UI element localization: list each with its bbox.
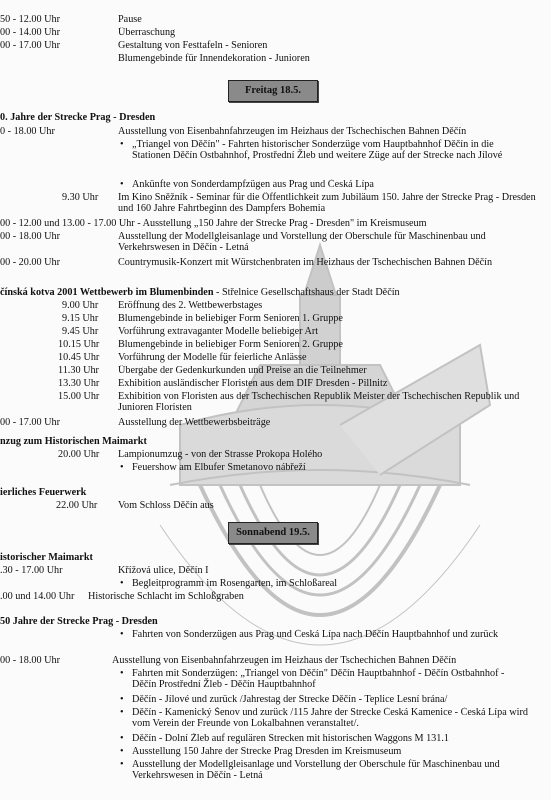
event: Lampionumzug - von der Strasse Prokopa Holého: [118, 449, 323, 460]
event: Křížová ulice, Děčín I: [118, 565, 209, 576]
schedule-row: [0, 27, 551, 40]
event: Countrymusik-Konzert mit Würstchenbraten im Heizhaus der Tschechischen Bahnen Děčín: [118, 257, 493, 268]
bullet-item: [118, 746, 529, 757]
bullet-text: Děčín - Kamenický Šenov und zurück /115 Jahre der Strecke Česká Kamenice - Česká Lípa wird vom Verein der Freunde von Lokalbahnen veranstaltet/.: [132, 707, 528, 730]
bullet-icon: •: [120, 707, 124, 718]
event: Ausstellung von Eisenbahnfahrzeugen im Heizhaus der Tschechischen Bahnen Děčín: [118, 126, 467, 137]
event: Im Kino Sněžník - Seminar für die Öffentlichkeit zum Jubiläum 150. Jahre der Strecke Prag - Dresden und 160 Jahre Fahrtbeginn des Dampfers Bohemia: [118, 192, 536, 215]
time: 00 - 17.00 Uhr: [0, 40, 60, 51]
time: 00 - 17.00 Uhr: [0, 417, 60, 428]
schedule-row: [0, 53, 551, 66]
time: 9.00 Uhr: [62, 300, 99, 311]
bullet-item: [118, 578, 529, 589]
bullet-text: Begleitprogramm im Rosengarten, im Schloßareal: [132, 578, 338, 589]
time: 9.30 Uhr: [62, 192, 99, 203]
section-fireworks: [0, 487, 551, 513]
bullet-item: [118, 759, 529, 782]
event: Gestaltung von Festtafeln - Senioren: [118, 40, 268, 51]
section-heading: 50 Jahre der Strecke Prag - Dresden: [0, 616, 158, 627]
bullet-icon: •: [120, 139, 124, 150]
bullet-text: „Triangel von Děčín" - Fahrten historischer Sonderzüge vom Hauptbahnhof Děčín in die Stationen Děčín Ostbahnhof, Prostřední Žleb und weitere Züge auf der Strecke nach Jílové: [132, 139, 503, 162]
section-heading: [0, 287, 400, 298]
top-block: [0, 14, 551, 66]
day-header-friday: Freitag 18.5.: [228, 80, 318, 102]
bullet-icon: •: [120, 733, 124, 744]
bullet-item: [118, 733, 529, 744]
event: Überraschung: [118, 27, 176, 38]
bullet-icon: •: [120, 668, 124, 679]
event: Ausstellung der Wettbewerbsbeiträge: [118, 417, 271, 428]
time: 00 - 18.00 Uhr: [0, 231, 60, 242]
bullet-icon: •: [120, 578, 124, 589]
bullet-item: [118, 629, 529, 640]
time: 50 - 12.00 Uhr: [0, 14, 60, 25]
bullet-icon: •: [120, 462, 124, 473]
section-heading: istorischer Maimarkt: [0, 552, 93, 563]
event: Historische Schlacht im Schloßgraben: [88, 591, 244, 602]
event: Übergabe der Gedenkurkunden und Preise an die Teilnehmer: [118, 365, 367, 376]
time: 00 - 14.00 Uhr: [0, 27, 60, 38]
event: Vorführung extravaganter Modelle beliebiger Art: [118, 326, 319, 337]
bullet-icon: •: [120, 694, 124, 705]
section-lantern-parade: [0, 436, 551, 475]
bullet-item: [118, 707, 529, 730]
section-heading: ierliches Feuerwerk: [0, 487, 87, 498]
event: Exhibition ausländischer Floristen aus dem DIF Dresden - Pillnitz: [118, 378, 388, 389]
section-competition: [0, 287, 551, 430]
event: Exhibition von Floristen aus der Tschechischen Republik Meister der Tschechischen Republik und Junioren Floristen: [118, 391, 520, 414]
time: 9.45 Uhr: [62, 326, 99, 337]
section-railway-saturday: [0, 616, 551, 785]
time: 11.30 Uhr: [58, 365, 99, 376]
bullet-item: [118, 668, 529, 691]
bullet-text: Ausstellung 150 Jahre der Strecke Prag Dresden im Kreismuseum: [132, 746, 402, 757]
time: 9.15 Uhr: [62, 313, 99, 324]
section-historic-market: [0, 552, 551, 604]
time: .30 - 17.00 Uhr: [0, 565, 63, 576]
time: 13.30 Uhr: [58, 378, 100, 389]
event: Pause: [118, 14, 142, 25]
time: 15.00 Uhr: [58, 391, 100, 402]
bullet-text: Feuershow am Elbufer Smetanovo nábřeží: [132, 462, 306, 473]
bullet-text: Ausstellung der Modellgleisanlage und Vorstellung der Oberschule für Maschinenbau und Verkehrswesen in Děčín - Letná: [132, 759, 500, 782]
bullet-icon: •: [120, 759, 124, 770]
time: 00 - 18.00 Uhr: [0, 655, 60, 666]
schedule-row: [0, 14, 551, 27]
time: 20.00 Uhr: [58, 449, 100, 460]
time: 0 - 18.00 Uhr: [0, 126, 55, 137]
bullet-item: [118, 462, 529, 473]
event: Vom Schloss Děčín aus: [118, 500, 214, 511]
heading-venue: - Střelnice Gesellschaftshaus der Stadt Děčín: [213, 287, 400, 298]
bullet-icon: •: [120, 629, 124, 640]
time: .00 und 14.00 Uhr: [0, 591, 75, 602]
schedule-row: [0, 40, 551, 53]
bullet-icon: •: [120, 179, 124, 190]
bullet-text: Ankünfte von Sonderdampfzügen aus Prag und Česká Lípa: [132, 179, 374, 190]
event: Blumengebinde in beliebiger Form Senioren 1. Gruppe: [118, 313, 343, 324]
heading-bold: čínská kotva 2001 Wettbewerb im Blumenbinden: [0, 287, 214, 298]
event: Eröffnung des 2. Wettbewerbstages: [118, 300, 263, 311]
event: Blumengebinde für Innendekoration - Junioren: [118, 53, 310, 64]
event: Blumengebinde in beliebiger Form Senioren 2. Gruppe: [118, 339, 343, 350]
section-heading: 0. Jahre der Strecke Prag - Dresden: [0, 112, 156, 123]
time: 22.00 Uhr: [56, 500, 98, 511]
bullet-item: [118, 139, 529, 162]
event-line: 00 - 12.00 und 13.00 - 17.00 Uhr - Ausstellung „150 Jahre der Strecke Prag - Dresden" im Kreismuseum: [0, 218, 427, 229]
bullet-text: Děčín - Jílové und zurück /Jahrestag der Strecke Děčín - Teplice Lesní brána/: [132, 694, 448, 705]
time: 10.15 Uhr: [58, 339, 100, 350]
bullet-text: Fahrten mit Sonderzügen: „Triangel von Děčín" Děčín Hauptbahnhof - Děčín Ostbahnhof - Děčín Prostřední Žleb - Děčín Hauptbahnhof: [132, 668, 505, 691]
bullet-item: [118, 694, 529, 705]
event: Vorführung der Modelle für feierliche Anlässe: [118, 352, 307, 363]
section-railway-friday: [0, 126, 551, 283]
time: 10.45 Uhr: [58, 352, 100, 363]
day-header-saturday: Sonnabend 19.5.: [228, 522, 318, 544]
bullet-text: Děčín - Dolní Žleb auf regulären Strecken mit historischen Waggons M 131.1: [132, 733, 449, 744]
time: 00 - 20.00 Uhr: [0, 257, 60, 268]
section-heading: nzug zum Historischen Maimarkt: [0, 436, 147, 447]
bullet-text: Fahrten von Sonderzügen aus Prag und Česká Lípa nach Děčín Hauptbahnhof und zurück: [132, 629, 499, 640]
event: Ausstellung von Eisenbahnfahrzeugen im Heizhaus der Tschechichen Bahnen Děčín: [112, 655, 457, 666]
event: Ausstellung der Modellgleisanlage und Vorstellung der Oberschule für Maschinenbau und Verkehrswesen in Děčín - Letná: [118, 231, 486, 254]
bullet-icon: •: [120, 746, 124, 757]
bullet-item: [118, 179, 529, 190]
